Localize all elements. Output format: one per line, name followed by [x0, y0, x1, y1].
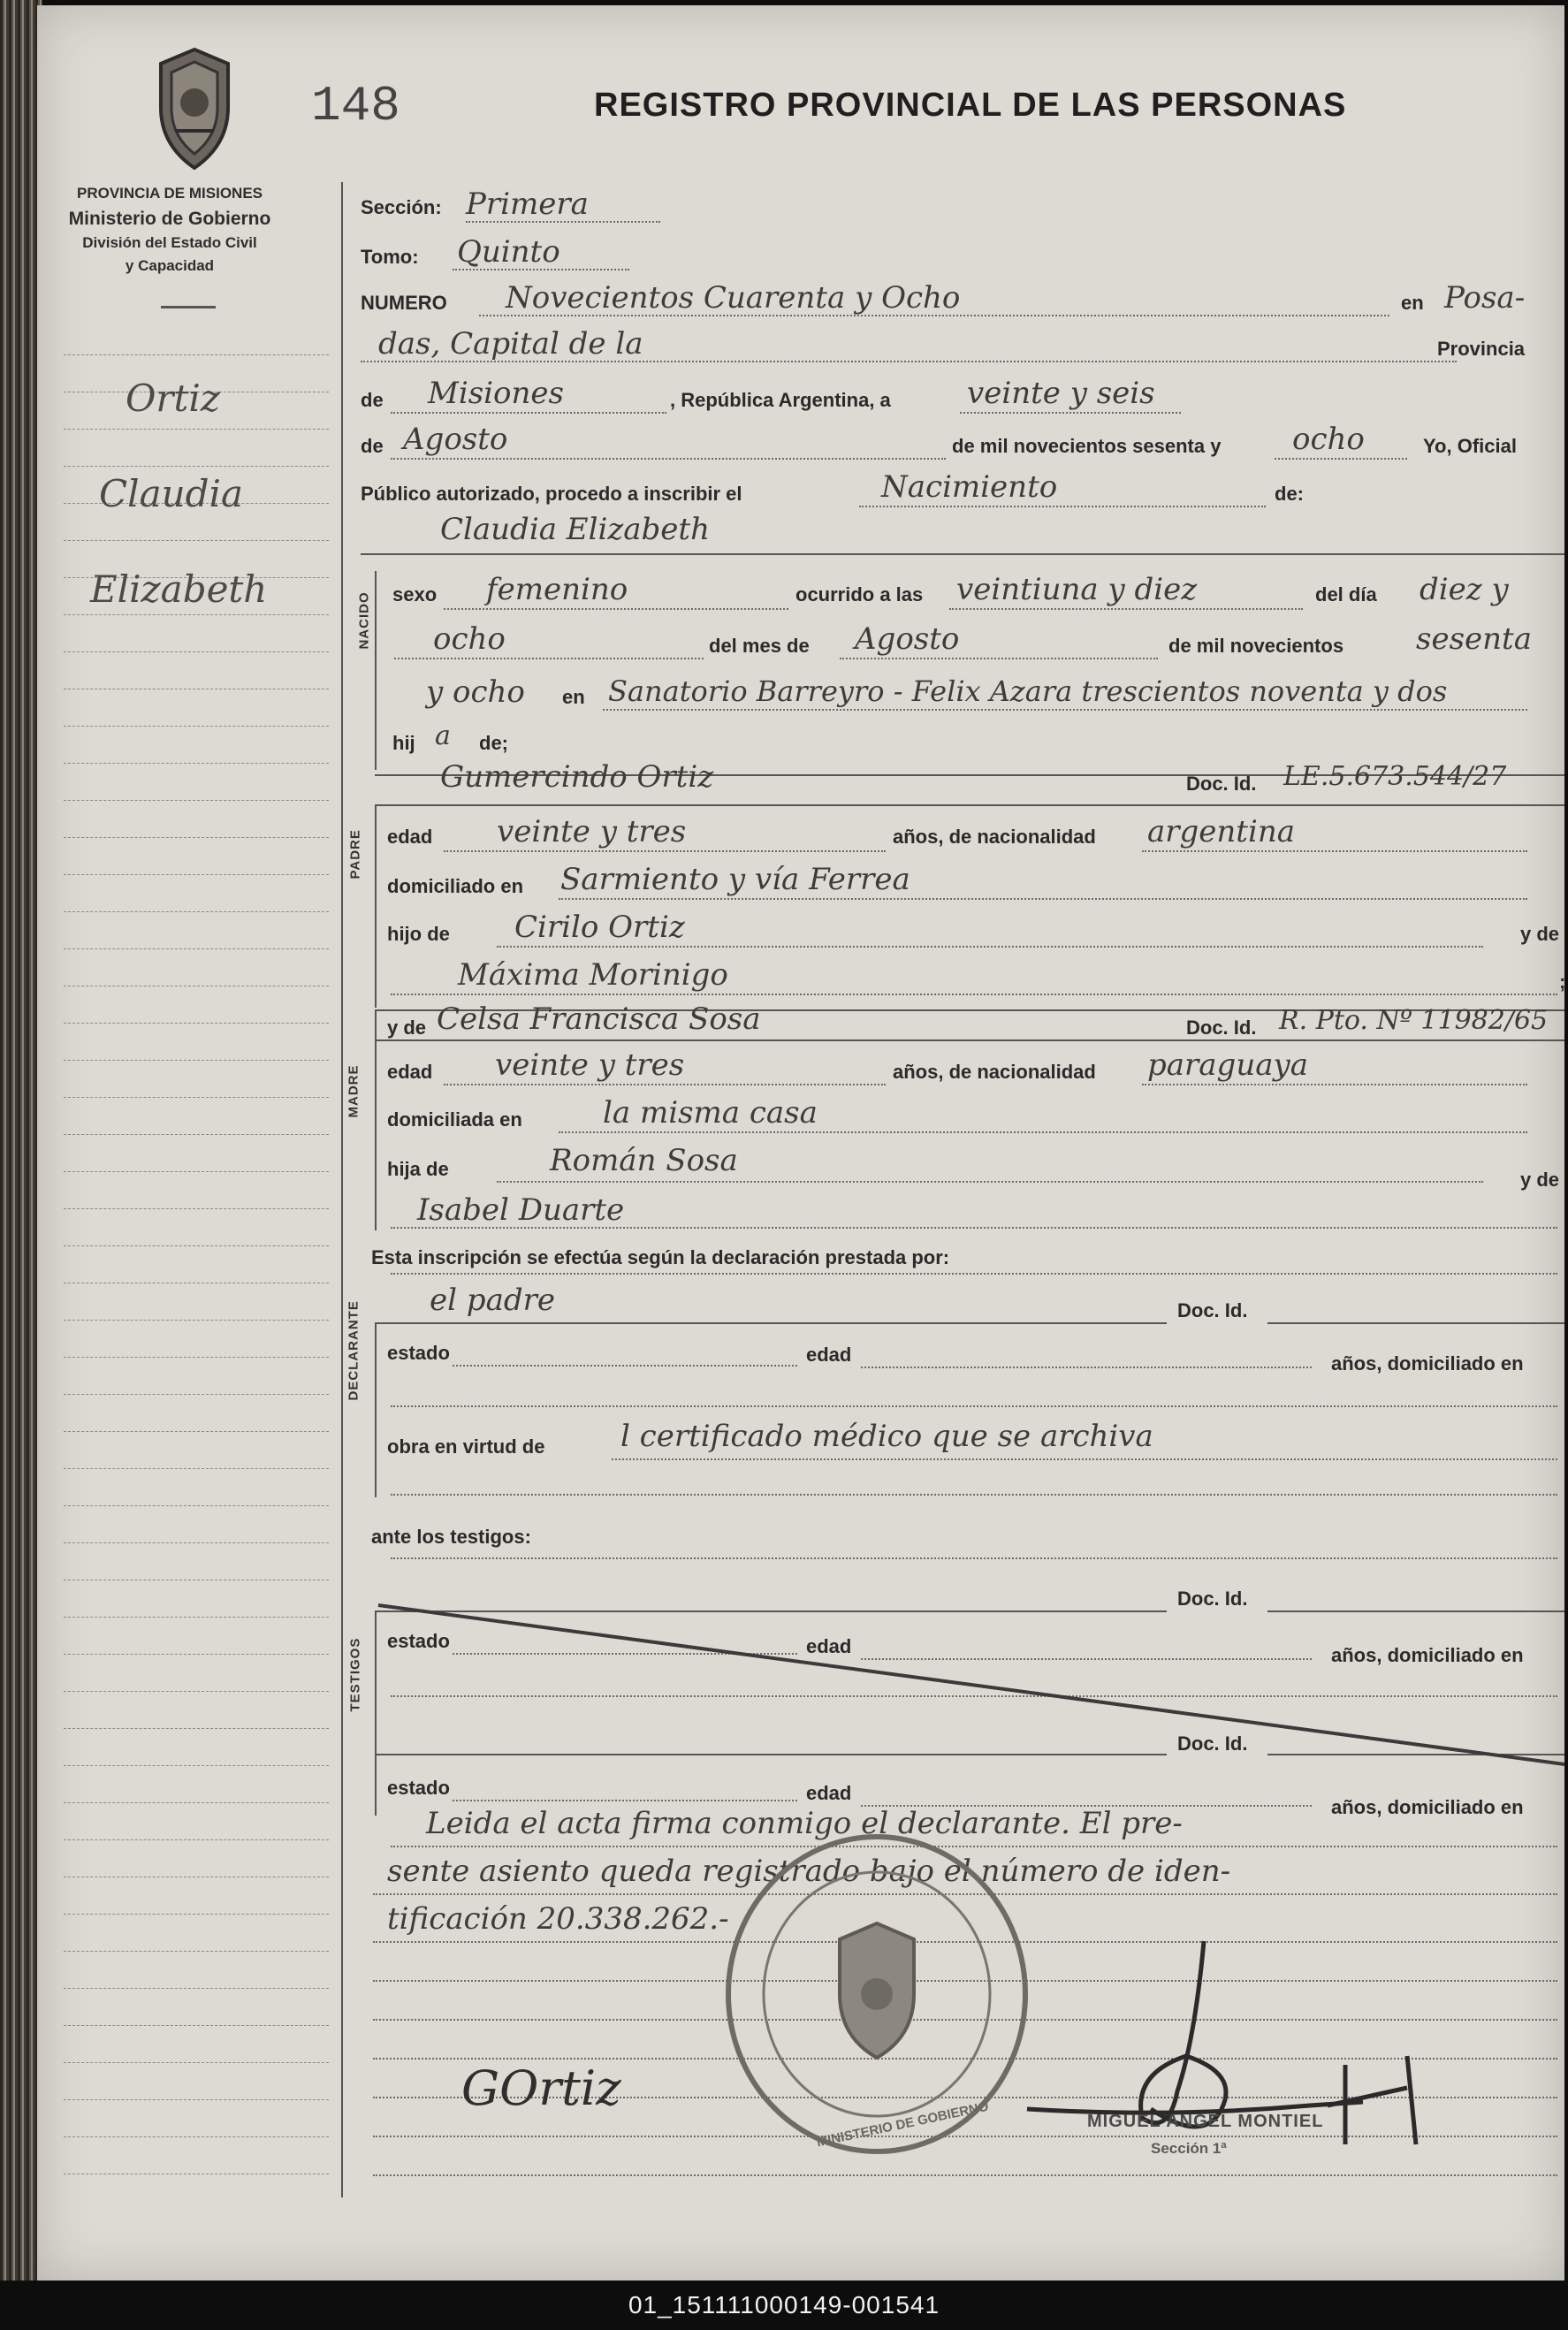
testigo2-anos-label: años, domiciliado en — [1331, 1796, 1524, 1818]
declarante-doc-label: Doc. Id. — [1177, 1299, 1248, 1321]
provincia-value: Misiones — [428, 376, 564, 411]
madre-bracket — [375, 1009, 377, 1230]
testigo1-anos-label: años, domiciliado en — [1331, 1644, 1524, 1666]
testigo1-edad-label: edad — [806, 1635, 852, 1657]
padre-yde-label: y de — [1520, 923, 1560, 945]
del-dia-label: del día — [1315, 583, 1377, 605]
declarante-nombre-value: el padre — [430, 1283, 555, 1318]
lugar-value-2: das, Capital de la — [378, 326, 643, 362]
de-mil-label: de mil novecientos — [1168, 635, 1344, 657]
lugar-line — [361, 361, 1457, 362]
capacity-name: y Capacidad — [125, 257, 215, 274]
madre-domicilio-line — [559, 1131, 1527, 1133]
padre-padre-line — [497, 946, 1483, 948]
numero-value: Novecientos Cuarenta y Ocho — [506, 280, 961, 316]
publico-label: Público autorizado, procedo a inscribir el — [361, 483, 742, 505]
provincia-label: Provincia — [1437, 338, 1526, 360]
inscripcion-label: Esta inscripción se efectúa según la declaración prestada por: — [371, 1246, 950, 1268]
padre-semicolon: ; — [1559, 971, 1566, 993]
padre-madre-value: Máxima Morinigo — [458, 957, 728, 993]
divider — [161, 306, 216, 308]
cierre-linea-2: sente asiento queda registrado bajo el número de iden- — [387, 1854, 1231, 1889]
act-number: 148 — [311, 78, 400, 134]
padre-domicilio-label: domiciliado en — [387, 875, 524, 897]
de-mil-sesenta-label: de mil novecientos sesenta y — [952, 435, 1222, 457]
acto-line — [859, 506, 1266, 507]
padre-nombre-value: Gumercindo Ortiz — [440, 759, 714, 795]
tomo-line — [453, 269, 629, 270]
obra-line — [612, 1458, 1557, 1460]
padre-hijo-label: hijo de — [387, 923, 450, 945]
padre-padre-value: Cirilo Ortiz — [514, 910, 685, 945]
madre-padre-line — [497, 1181, 1483, 1183]
mes-inscripcion-value: Agosto — [403, 422, 508, 457]
testigos-cancel-line — [375, 1596, 1564, 1773]
de-semi-label: de; — [479, 732, 508, 754]
padre-doc-label: Doc. Id. — [1186, 773, 1257, 795]
inscripcion-line — [391, 1273, 1557, 1275]
register-page: 148 REGISTRO PROVINCIAL DE LAS PERSONAS PROVINCIA DE MISIONES Ministerio de Gobierno División del Estado Civil y Capacidad Ortiz Claudia Elizabeth Sección: Primera Tomo: Quinto NUMERO Novecientos Cuarenta y Ocho en Posa- das, Capital de la Provincia de Misiones , República Argentina, a veinte y seis de Agosto de mil novecientos sesenta y ocho Yo, Oficial Público autorizado, procedo a inscribir el Nacimiento de: Claudia Elizabeth NACIDO sexo femenino ocurrido a las veintiuna y diez del día diez y ocho del mes de Agosto de mil novecientos sesenta y ocho en Sanatorio Barreyro - Felix Azara trescientos noventa y dos hij a de; Gumercindo Ortiz Doc. Id. LE.5.673.544/27 PADRE edad veinte y tres años, de nacionalidad argentina domiciliado en Sarmiento y vía Ferrea hijo de Cirilo Ortiz y de Máxima Morinigo ; y de Celsa Francisca Sosa Doc. Id. R. Pto. Nº 11982/65 MADRE edad veinte y tres años, de nacionalidad paraguaya domiciliada en la misma casa hija de Román Sosa y de Isabel Duarte Esta inscripción se efectúa según la declaración prestada por: el padre Doc. Id. DECLARANTE estado edad años, domiciliado en obra en virtud de l certificado médico que se archiva ante los testigos: Doc. Id. TESTIGOS estado edad años, domiciliado en Doc. Id. estado edad años, domiciliado en Leida el acta firma conmigo el declarante. El pre- sente asiento queda registrado bajo el número de iden- tificación 20.338.262.- MINISTERIO DE GOBIERNO GOrtiz MIGUEL ANGEL MONTIEL Sección 1ª — [37, 5, 1564, 2281]
lugar-value-1: Posa- — [1444, 280, 1526, 316]
seccion-label: Sección: — [361, 196, 442, 218]
sexo-label: sexo — [392, 583, 438, 605]
seccion-line — [466, 221, 660, 223]
declarante-estado-line — [453, 1365, 797, 1367]
padre-madre-line — [391, 994, 1557, 995]
province-name: PROVINCIA DE MISIONES — [76, 185, 263, 202]
madre-domicilio-value: la misma casa — [603, 1095, 818, 1131]
madre-nacionalidad-value: paraguaya — [1147, 1047, 1308, 1083]
testigo2-estado-label: estado — [387, 1777, 450, 1799]
madre-edad-value: veinte y tres — [495, 1047, 685, 1083]
hora-value: veintiuna y diez — [956, 572, 1198, 607]
obra-value: l certificado médico que se archiva — [620, 1419, 1153, 1454]
padre-nacionalidad-value: argentina — [1147, 814, 1296, 849]
padre-name-rule — [375, 804, 1564, 806]
anio-nac-value-1: sesenta — [1416, 621, 1532, 657]
lugar-nac-value: Sanatorio Barreyro - Felix Azara trescientos noventa y dos — [608, 674, 1448, 708]
ocurrido-label: ocurrido a las — [795, 583, 924, 605]
madre-yde-2-label: y de — [1520, 1169, 1560, 1191]
tomo-label: Tomo: — [361, 246, 419, 268]
padre-edad-label: edad — [387, 826, 433, 848]
anio-inscripcion-line — [1275, 458, 1407, 460]
sexo-value: femenino — [486, 572, 628, 607]
nacido-bracket — [375, 571, 377, 770]
official-cargo: Sección 1ª — [1151, 2140, 1227, 2157]
stamp-text: MINISTERIO DE GOBIERNO — [815, 2098, 990, 2151]
lugar-nac-line — [603, 709, 1527, 711]
obra-line-2 — [391, 1494, 1557, 1496]
dia-inscripcion-value: veinte y seis — [967, 376, 1155, 411]
del-mes-label: del mes de — [709, 635, 810, 657]
provincia-line — [391, 412, 666, 414]
dia-nac-line — [394, 658, 704, 659]
declarante-edad-label: edad — [806, 1344, 852, 1366]
cierre-linea-3: tificación 20.338.262.- — [387, 1901, 729, 1937]
de-mes-label: de — [361, 435, 384, 457]
coat-of-arms-icon — [150, 46, 239, 171]
declarante-domicilio-line — [391, 1405, 1557, 1407]
padre-domicilio-line — [559, 898, 1527, 900]
de-label: de — [361, 389, 384, 411]
madre-padre-value: Román Sosa — [550, 1143, 738, 1178]
dia-nac-value-2: ocho — [433, 621, 506, 657]
main-left-border — [341, 182, 343, 2197]
en-lugar-label: en — [562, 686, 585, 708]
testigo2-doc-label: Doc. Id. — [1177, 1732, 1248, 1755]
declarante-anos-label: años, domiciliado en — [1331, 1352, 1524, 1374]
ministry-name: Ministerio de Gobierno — [68, 209, 271, 229]
de-colon-label: de: — [1275, 483, 1304, 505]
declarante-doc-rule — [1267, 1322, 1564, 1324]
margin-surname: Ortiz — [126, 377, 220, 420]
madre-nacionalidad-line — [1142, 1084, 1527, 1085]
madre-anos-label: años, de nacionalidad — [893, 1061, 1096, 1083]
declarante-signature: GOrtiz — [461, 2060, 621, 2116]
madre-edad-label: edad — [387, 1061, 433, 1083]
madre-madre-line — [391, 1227, 1557, 1229]
mes-nac-value: Agosto — [855, 621, 960, 657]
testigo2-estado-line — [453, 1800, 797, 1801]
numero-line — [479, 315, 1389, 316]
dia-inscripcion-line — [960, 412, 1181, 414]
margin-first-name: Claudia — [99, 472, 244, 515]
testigo1-estado-label: estado — [387, 1630, 450, 1652]
anio-nac-value-2: y ocho — [426, 674, 525, 710]
declarante-estado-label: estado — [387, 1342, 450, 1364]
yo-oficial-label: Yo, Oficial — [1423, 435, 1517, 457]
page-title: REGISTRO PROVINCIAL DE LAS PERSONAS — [594, 87, 1347, 124]
mes-inscripcion-line — [391, 458, 946, 460]
acto-value: Nacimiento — [881, 469, 1058, 505]
madre-name-rule — [375, 1039, 1564, 1041]
madre-edad-line — [444, 1084, 886, 1085]
madre-madre-value: Isabel Duarte — [417, 1192, 625, 1228]
anio-inscripcion-value: ocho — [1292, 422, 1365, 457]
madre-yde-label: y de — [387, 1017, 427, 1039]
hij-label: hij — [392, 732, 415, 754]
padre-edad-line — [444, 850, 886, 852]
padre-anos-label: años, de nacionalidad — [893, 826, 1096, 848]
numero-label: NUMERO — [361, 292, 447, 314]
dia-nac-value-1: diez y — [1420, 572, 1509, 607]
seccion-value: Primera — [466, 187, 589, 222]
padre-nacionalidad-line — [1142, 850, 1527, 852]
hora-line — [949, 608, 1303, 610]
tomo-value: Quinto — [457, 234, 560, 270]
madre-nombre-value: Celsa Francisca Sosa — [437, 1001, 761, 1037]
en-label: en — [1401, 292, 1424, 314]
madre-doc-label: Doc. Id. — [1186, 1017, 1257, 1039]
padre-doc-value: LE.5.673.544/27 — [1283, 761, 1507, 792]
sexo-line — [444, 608, 788, 610]
padre-edad-value: veinte y tres — [497, 814, 687, 849]
declarante-bracket — [375, 1322, 377, 1497]
nacido-name-rule — [361, 553, 1564, 555]
official-name: MIGUEL ANGEL MONTIEL — [1087, 2112, 1324, 2131]
mes-nac-line — [840, 658, 1158, 659]
file-name: 01_151111000149-001541 — [628, 2291, 940, 2319]
cierre-linea-1: Leida el acta firma conmigo el declarante. El pre- — [426, 1806, 1183, 1841]
testigos-label: ante los testigos: — [371, 1526, 531, 1548]
testigo1-doc-label: Doc. Id. — [1177, 1588, 1248, 1610]
padre-bracket — [375, 804, 377, 1008]
declarante-name-rule — [375, 1322, 1167, 1324]
book-spine-edge — [0, 0, 42, 2281]
hij-suffix-value: a — [435, 720, 451, 751]
obra-label: obra en virtud de — [387, 1435, 545, 1458]
nombre-nacido-value: Claudia Elizabeth — [440, 512, 710, 547]
testigo2-edad-label: edad — [806, 1782, 852, 1804]
declarante-edad-line — [861, 1367, 1312, 1368]
margin-middle-name: Elizabeth — [90, 567, 268, 611]
madre-doc-value: R. Pto. Nº 11982/65 — [1279, 1005, 1549, 1036]
madre-domicilio-label: domiciliada en — [387, 1108, 522, 1131]
division-name: División del Estado Civil — [82, 234, 257, 251]
testigos-line — [391, 1557, 1557, 1559]
republica-label: , República Argentina, a — [670, 389, 891, 411]
madre-hija-label: hija de — [387, 1158, 449, 1180]
padre-domicilio-value: Sarmiento y vía Ferrea — [560, 862, 910, 897]
